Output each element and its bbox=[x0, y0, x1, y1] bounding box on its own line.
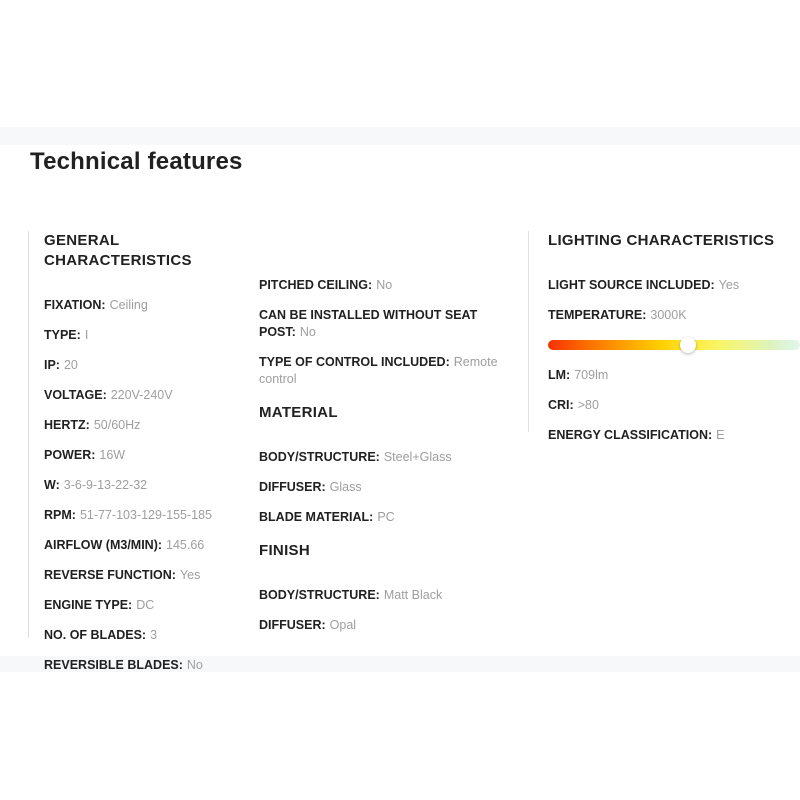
spec-row bbox=[44, 477, 250, 494]
spec-value: 50/60Hz bbox=[93, 418, 141, 432]
spec-label: BODY/STRUCTURE: bbox=[259, 450, 380, 464]
spec-row bbox=[44, 627, 250, 644]
spec-value: Glass bbox=[329, 480, 362, 494]
spec-label: ENERGY CLASSIFICATION: bbox=[548, 428, 713, 442]
spec-row bbox=[259, 277, 511, 294]
spec-row bbox=[548, 277, 800, 294]
spec-label: BODY/STRUCTURE: bbox=[259, 588, 380, 602]
page-title: Technical features bbox=[30, 148, 243, 175]
spec-row bbox=[548, 397, 800, 414]
material-heading: MATERIAL bbox=[259, 404, 338, 421]
lighting-list-top bbox=[548, 277, 800, 324]
spec-label: DIFFUSER: bbox=[259, 618, 326, 632]
spec-label: TYPE: bbox=[44, 328, 81, 342]
spec-row bbox=[44, 357, 250, 374]
spec-row bbox=[44, 417, 250, 434]
temperature-slider-track[interactable] bbox=[548, 340, 800, 350]
general-characteristics-list-1 bbox=[44, 297, 250, 674]
spec-value: 220V-240V bbox=[110, 388, 173, 402]
spec-row bbox=[259, 617, 511, 634]
spec-value: I bbox=[84, 328, 89, 342]
spec-label: LIGHT SOURCE INCLUDED: bbox=[548, 278, 715, 292]
spec-row bbox=[259, 479, 511, 496]
spec-row bbox=[44, 447, 250, 464]
spec-label: TEMPERATURE: bbox=[548, 308, 647, 322]
spec-row bbox=[44, 297, 250, 314]
spec-value: No bbox=[299, 325, 316, 339]
spec-label: VOLTAGE: bbox=[44, 388, 107, 402]
spec-row bbox=[44, 657, 250, 674]
lighting-characteristics-column bbox=[548, 231, 800, 457]
spec-label: LM: bbox=[548, 368, 571, 382]
middle-column bbox=[259, 231, 511, 647]
spec-label: REVERSIBLE BLADES: bbox=[44, 658, 183, 672]
spec-value: Steel+Glass bbox=[383, 450, 452, 464]
spec-value: 3000K bbox=[650, 308, 687, 322]
general-characteristics-column-1 bbox=[44, 231, 250, 687]
finish-heading: FINISH bbox=[259, 542, 310, 559]
spec-row bbox=[548, 367, 800, 384]
spec-label: RPM: bbox=[44, 508, 76, 522]
spec-row bbox=[259, 354, 511, 388]
spec-value: Remote control bbox=[259, 355, 498, 386]
spec-value: 20 bbox=[63, 358, 78, 372]
spec-label: BLADE MATERIAL: bbox=[259, 510, 374, 524]
spec-label: HERTZ: bbox=[44, 418, 90, 432]
spec-label: CRI: bbox=[548, 398, 574, 412]
spec-row bbox=[259, 587, 511, 604]
finish-list bbox=[259, 587, 511, 634]
spec-value: >80 bbox=[577, 398, 599, 412]
spec-row bbox=[548, 427, 800, 444]
general-characteristics-heading: GENERAL CHARACTERISTICS bbox=[44, 232, 192, 269]
general-section-divider bbox=[28, 231, 29, 638]
spec-label: CAN BE INSTALLED WITHOUT SEAT POST: bbox=[259, 308, 478, 339]
spec-label: DIFFUSER: bbox=[259, 480, 326, 494]
spec-value: Opal bbox=[329, 618, 357, 632]
lighting-section-divider bbox=[528, 231, 529, 432]
spec-row bbox=[44, 387, 250, 404]
page-background-band-top bbox=[0, 127, 800, 145]
material-list bbox=[259, 449, 511, 526]
lighting-list-bottom bbox=[548, 367, 800, 444]
spec-row bbox=[259, 449, 511, 466]
spec-row bbox=[44, 507, 250, 524]
lighting-characteristics-heading: LIGHTING CHARACTERISTICS bbox=[548, 232, 775, 249]
spec-value: Matt Black bbox=[383, 588, 443, 602]
spec-label: AIRFLOW (M3/MIN): bbox=[44, 538, 163, 552]
spec-value: Yes bbox=[718, 278, 740, 292]
spec-row bbox=[44, 597, 250, 614]
spec-value: Yes bbox=[179, 568, 201, 582]
spec-value: 145.66 bbox=[166, 538, 205, 552]
spec-row bbox=[259, 509, 511, 526]
spec-value: PC bbox=[377, 510, 395, 524]
spec-label: POWER: bbox=[44, 448, 96, 462]
spec-value: No bbox=[376, 278, 393, 292]
spec-label: REVERSE FUNCTION: bbox=[44, 568, 176, 582]
spec-value: 709lm bbox=[574, 368, 609, 382]
spec-value: 16W bbox=[99, 448, 126, 462]
spec-label: TYPE OF CONTROL INCLUDED: bbox=[259, 355, 450, 369]
spec-label: FIXATION: bbox=[44, 298, 106, 312]
spec-value: 51-77-103-129-155-185 bbox=[79, 508, 212, 522]
spec-row bbox=[44, 567, 250, 584]
temperature-slider-knob[interactable] bbox=[680, 337, 696, 353]
spec-value: Ceiling bbox=[109, 298, 148, 312]
spec-row bbox=[548, 307, 800, 324]
spec-value: DC bbox=[136, 598, 155, 612]
spec-value: No bbox=[186, 658, 203, 672]
spec-row bbox=[44, 327, 250, 344]
spec-value: 3 bbox=[150, 628, 158, 642]
spec-label: IP: bbox=[44, 358, 60, 372]
spec-row bbox=[44, 537, 250, 554]
spec-label: NO. OF BLADES: bbox=[44, 628, 147, 642]
temperature-slider[interactable] bbox=[548, 337, 800, 353]
spec-value: E bbox=[716, 428, 725, 442]
spec-row bbox=[259, 307, 511, 341]
spec-label: W: bbox=[44, 478, 60, 492]
spec-label: ENGINE TYPE: bbox=[44, 598, 133, 612]
spec-label: PITCHED CEILING: bbox=[259, 278, 373, 292]
spec-value: 3-6-9-13-22-32 bbox=[63, 478, 148, 492]
general-characteristics-list-2 bbox=[259, 277, 511, 388]
